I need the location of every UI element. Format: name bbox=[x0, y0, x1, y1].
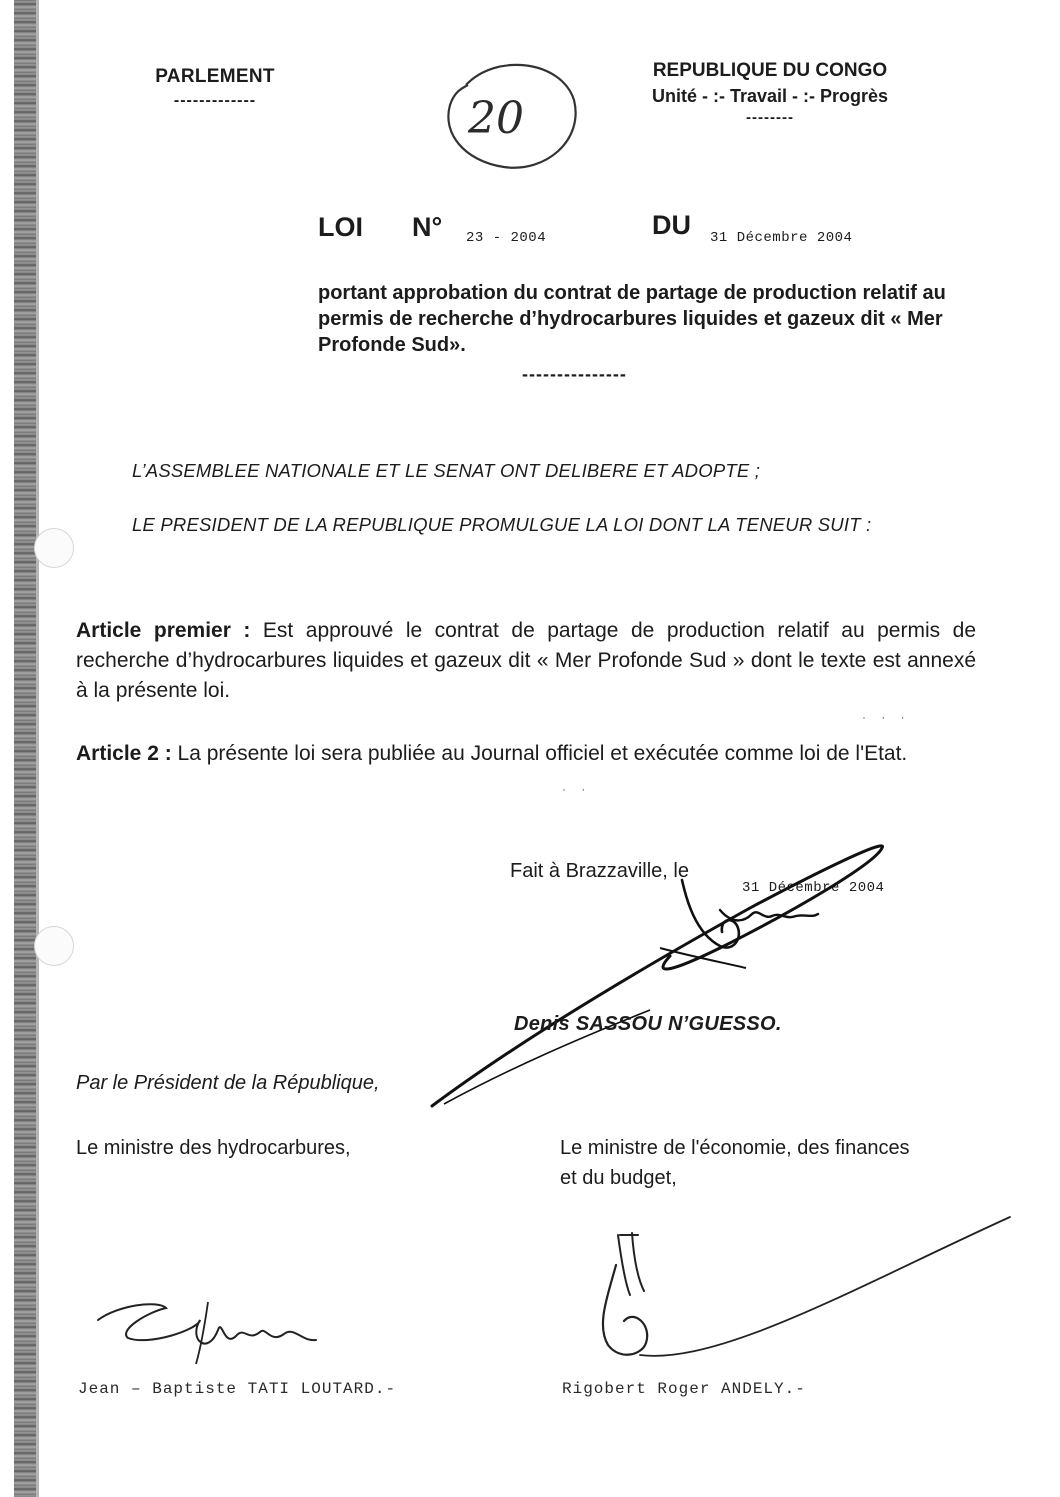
header-left bbox=[140, 66, 290, 110]
minister-economy-signature bbox=[580, 1205, 1020, 1375]
minister-hydrocarbons-title: Le ministre des hydrocarbures, bbox=[76, 1137, 351, 1159]
scan-specks: · · · bbox=[862, 710, 911, 724]
republic-motto: Unité - :- Travail - :- Progrès bbox=[651, 86, 889, 106]
header-right bbox=[600, 60, 940, 126]
minister-economy-title: Le ministre de l'économie, des finances et du budget, bbox=[560, 1137, 910, 1189]
article-2-text: La présente loi sera publiée au Journal officiel et exécutée comme loi de l'Etat. bbox=[177, 742, 908, 765]
du-label: DU bbox=[652, 210, 691, 240]
header-left-rule: ------------- bbox=[173, 92, 257, 109]
parliament-title: PARLEMENT bbox=[155, 66, 275, 87]
article-1-label: Article premier : bbox=[76, 619, 251, 642]
subject-rule: --------------- bbox=[522, 364, 627, 384]
punch-hole-bottom bbox=[34, 926, 74, 966]
binding-strip bbox=[14, 0, 36, 1497]
punch-hole-top bbox=[34, 528, 74, 568]
article-1-text: Est approuvé le contrat de partage de production relatif au permis de recherche d’hydrocarbures liquides et gazeux dit « Mer Profonde Sud » dont le texte est annexé à la présente loi. bbox=[76, 619, 976, 702]
minister-hydrocarbons-signature bbox=[88, 1290, 348, 1370]
minister-economy-name: Rigobert Roger ANDELY.- bbox=[562, 1380, 806, 1398]
law-title-row bbox=[318, 210, 958, 250]
law-number: 23 - 2004 bbox=[466, 230, 547, 246]
signature-date: 31 Décembre 2004 bbox=[742, 880, 885, 896]
number-label: N° bbox=[412, 212, 443, 242]
minister-hydrocarbons-name: Jean – Baptiste TATI LOUTARD.- bbox=[78, 1380, 397, 1398]
president-name: Denis SASSOU N’GUESSO. bbox=[514, 1013, 782, 1035]
article-1 bbox=[76, 616, 976, 706]
article-2 bbox=[76, 739, 976, 769]
enacting-line-2: LE PRESIDENT DE LA REPUBLIQUE PROMULGUE LA LOI DONT LA TENEUR SUIT : bbox=[132, 514, 872, 535]
binding-edge bbox=[36, 0, 39, 1497]
republic-title: REPUBLIQUE DU CONGO bbox=[652, 60, 888, 81]
article-2-label: Article 2 : bbox=[76, 742, 172, 765]
handwritten-circled-number bbox=[436, 55, 586, 175]
countersign-intro: Par le Président de la République, bbox=[76, 1072, 380, 1094]
law-date: 31 Décembre 2004 bbox=[710, 230, 853, 246]
enacting-line-1: L’ASSEMBLEE NATIONALE ET LE SENAT ONT DELIBERE ET ADOPTE ; bbox=[132, 460, 761, 481]
place-and-date-line: Fait à Brazzaville, le bbox=[510, 860, 689, 882]
loi-label: LOI bbox=[318, 212, 363, 242]
header-right-rule: -------- bbox=[746, 109, 794, 126]
law-subject: portant approbation du contrat de partage de production relatif au permis de recherche d’hydrocarbures liquides et gazeux dit « Mer Profonde Sud». bbox=[318, 282, 946, 356]
stamp-number-text: 20 bbox=[468, 93, 524, 144]
scan-specks: · · bbox=[562, 782, 592, 796]
